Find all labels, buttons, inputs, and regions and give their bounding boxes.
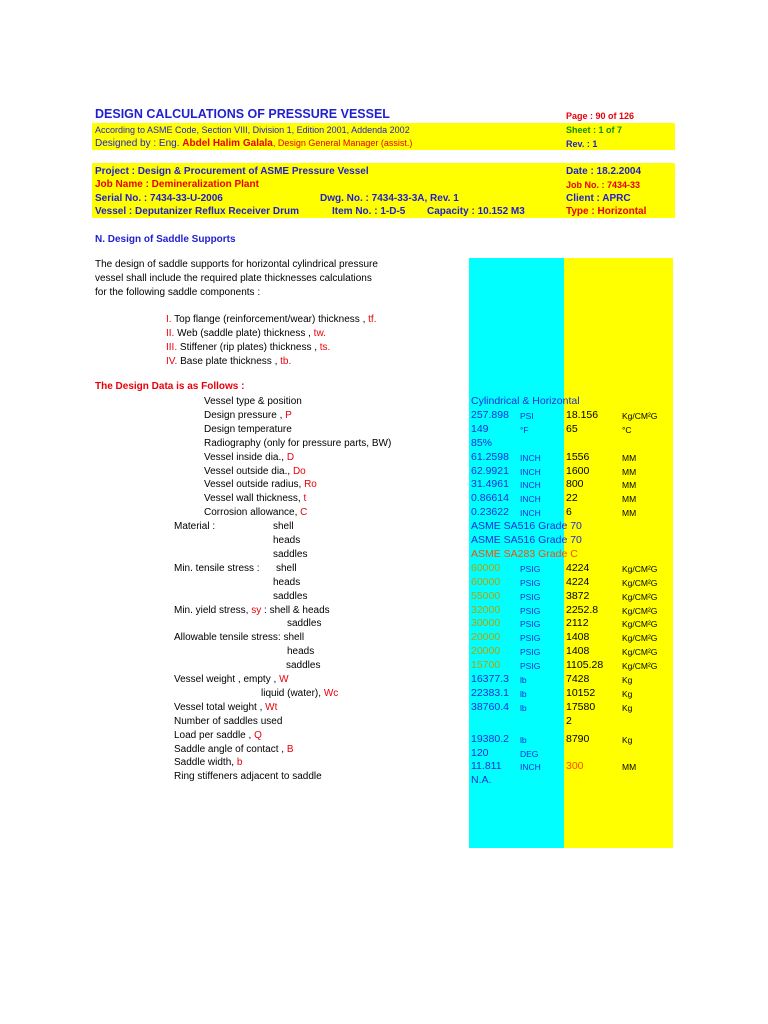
stress-part: : shell & heads <box>261 604 330 616</box>
imperial-unit: DEG <box>520 748 539 759</box>
metric-unit: Kg/CM²G <box>622 605 658 616</box>
imperial-value: 61.2598 <box>471 450 509 463</box>
component-number: I. <box>166 314 172 325</box>
metric-unit: Kg/CM²G <box>622 647 658 658</box>
data-row-label <box>204 478 317 491</box>
imperial-value: 15700 <box>471 659 501 672</box>
designer-role: , Design General Manager (assist.) <box>272 138 413 148</box>
metric-value: 10152 <box>566 686 596 699</box>
designer-name: Abdel Halim Galala <box>182 138 273 149</box>
project-date: Date : 18.2.2004 <box>566 166 642 177</box>
metric-unit: MM <box>622 466 637 477</box>
stress-part: saddles <box>273 590 308 602</box>
metric-unit: Kg <box>622 734 633 745</box>
component-symbol: tw. <box>313 328 326 339</box>
metric-value: 22 <box>566 492 578 505</box>
metric-value: 6 <box>566 506 572 519</box>
weight-symbol: Wt <box>265 701 278 713</box>
vessel-name: Vessel : Deputanizer Reflux Receiver Drum <box>95 206 299 217</box>
imperial-value: 20000 <box>471 645 501 658</box>
intro-line-3: for the following saddle components : <box>95 287 261 298</box>
imperial-unit: PSIG <box>520 591 541 602</box>
row-label-text: Corrosion allowance, <box>204 507 301 519</box>
imperial-unit: PSIG <box>520 605 541 616</box>
imperial-value: 11.811 <box>471 760 502 773</box>
stress-part: heads <box>273 576 301 588</box>
stress-part: saddles <box>286 660 321 672</box>
yield-symbol: sy <box>251 604 262 616</box>
metric-unit: Kg/CM²G <box>622 591 658 602</box>
stress-part: saddles <box>287 618 322 630</box>
row-label-text: Design pressure , <box>204 409 286 421</box>
metric-unit: MM <box>622 452 637 463</box>
weight-symbol: W <box>279 674 289 685</box>
material-spec: ASME SA516 Grade 70 <box>471 534 582 546</box>
imperial-value: 85% <box>471 436 493 449</box>
row-symbol: C <box>300 507 308 519</box>
data-row-label <box>204 409 292 422</box>
weight-label <box>174 715 282 728</box>
imperial-value: 257.898 <box>471 408 509 421</box>
row-symbol: D <box>286 451 295 463</box>
metric-unit: Kg <box>622 675 633 685</box>
metric-value: 8790 <box>566 732 590 745</box>
imperial-value: 0.23622 <box>471 506 509 519</box>
metric-unit: Kg/CM²G <box>622 410 658 421</box>
item-number: Item No. : 1-D-5 <box>332 206 406 217</box>
metric-unit: Kg/CM²G <box>622 619 658 630</box>
data-row-label <box>204 465 306 478</box>
client: Client : APRC <box>566 193 631 204</box>
imperial-value: 20000 <box>471 631 501 644</box>
imperial-value: 55000 <box>471 589 501 602</box>
row-label-text: Vessel outside radius, <box>204 479 305 491</box>
page-number: Page : 90 of 126 <box>566 111 635 121</box>
imperial-unit: PSIG <box>520 633 541 644</box>
weight-label-text: liquid (water), <box>261 687 324 699</box>
intro-line-2: vessel shall include the required plate thicknesses calculations <box>95 273 372 284</box>
material-spec: ASME SA283 Grade C <box>471 547 578 560</box>
imperial-unit: INCH <box>520 508 541 519</box>
weight-symbol: Q <box>254 729 262 741</box>
data-row-label <box>204 451 294 464</box>
component-number: II. <box>166 328 175 339</box>
metric-value: 1408 <box>566 631 590 644</box>
section-heading: N. Design of Saddle Supports <box>95 234 236 245</box>
material-part: shell <box>273 521 294 533</box>
weight-label <box>261 687 338 700</box>
metric-unit: Kg/CM²G <box>622 563 658 574</box>
metric-unit: MM <box>622 480 637 491</box>
metric-unit: Kg/CM²G <box>622 577 658 588</box>
metric-unit: MM <box>622 508 637 519</box>
component-item <box>166 327 326 340</box>
weight-label-text: Vessel total weight , <box>174 701 266 713</box>
component-item <box>166 355 291 368</box>
metric-value: 7428 <box>566 673 590 685</box>
imperial-unit: INCH <box>520 480 541 491</box>
component-text: Top flange (reinforcement/wear) thickness , <box>171 314 369 325</box>
component-text: Base plate thickness , <box>177 356 281 367</box>
data-row-label <box>204 423 292 436</box>
material-label: Material : <box>174 521 216 533</box>
imperial-value: 38760.4 <box>471 700 509 713</box>
weight-label <box>174 701 277 714</box>
weight-label-text: Ring stiffeners adjacent to saddle <box>174 771 322 783</box>
row-label-text: Vessel type & position <box>204 396 302 407</box>
metric-value: 18.156 <box>566 408 599 421</box>
data-row-label <box>204 395 302 408</box>
imperial-value: 19380.2 <box>471 732 509 745</box>
stress-label-text: Min. tensile stress : <box>174 562 260 574</box>
row-symbol: t <box>303 493 307 505</box>
weight-label <box>174 743 294 756</box>
material-part: heads <box>273 535 301 546</box>
data-row-label <box>204 506 307 519</box>
designed-by <box>95 137 412 150</box>
imperial-value: 31.4961 <box>471 478 509 491</box>
stress-part: heads <box>287 646 315 658</box>
metric-value: 4224 <box>566 575 590 588</box>
metric-value: 1600 <box>566 464 590 477</box>
row-label-text: Design temperature <box>204 423 292 435</box>
weight-label-text: Load per saddle , <box>174 729 255 741</box>
imperial-unit: PSIG <box>520 577 541 588</box>
intro-line-1: The design of saddle supports for horizontal cylindrical pressure <box>95 259 378 270</box>
weight-label-text: Vessel weight , empty , <box>174 674 280 685</box>
imperial-value: 32000 <box>471 603 501 616</box>
metric-value: 65 <box>566 422 578 435</box>
project-name: Project : Design & Procurement of ASME Pressure Vessel <box>95 166 369 177</box>
row-label-text: Vessel outside dia., <box>204 465 293 477</box>
imperial-value: 120 <box>471 746 489 759</box>
imperial-unit: INCH <box>520 762 541 773</box>
metric-unit: Kg/CM²G <box>622 633 658 644</box>
imperial-unit: lb <box>520 702 527 713</box>
weight-label <box>174 756 242 769</box>
imperial-value: 62.9921 <box>471 464 509 477</box>
weight-label <box>174 770 322 783</box>
material-spec: ASME SA516 Grade 70 <box>471 520 582 533</box>
metric-value: 1105.28 <box>566 659 604 672</box>
sheet-number: Sheet : 1 of 7 <box>566 125 623 135</box>
imperial-value: 30000 <box>471 617 501 630</box>
imperial-unit: lb <box>520 688 527 699</box>
stress-label-text: Allowable tensile stress: shell <box>174 632 305 644</box>
imperial-unit: PSIG <box>520 563 541 574</box>
metric-value: 1556 <box>566 450 590 463</box>
stress-label <box>174 562 260 575</box>
stress-label-text: Min. yield stress, <box>174 604 252 616</box>
weight-label <box>174 729 262 742</box>
imperial-value: 60000 <box>471 575 501 588</box>
weight-label <box>174 673 289 686</box>
code-reference: According to ASME Code, Section VIII, Division 1, Edition 2001, Addenda 2002 <box>95 125 410 135</box>
component-item <box>166 341 330 354</box>
metric-value: 17580 <box>566 700 596 713</box>
component-text: Stiffener (rip plates) thickness , <box>177 342 320 353</box>
stress-label <box>174 631 304 644</box>
weight-symbol: Wc <box>323 687 339 699</box>
row-symbol: P <box>285 409 292 421</box>
metric-value: 800 <box>566 478 584 491</box>
metric-value: 1408 <box>566 645 590 658</box>
metric-value: 2112 <box>566 617 589 630</box>
weight-label-text: Saddle angle of contact , <box>174 743 287 755</box>
data-row-label <box>204 492 306 505</box>
component-symbol: tf. <box>368 314 377 325</box>
job-number: Job No. : 7434-33 <box>566 180 641 190</box>
stress-label <box>174 604 330 617</box>
row-label-text: Radiography (only for pressure parts, BW) <box>204 437 392 449</box>
row-symbol: Do <box>292 465 306 477</box>
imperial-unit: INCH <box>520 494 541 505</box>
imperial-unit: lb <box>520 675 527 685</box>
row-label-text: Vessel inside dia., <box>204 451 287 463</box>
metric-unit: MM <box>622 494 637 505</box>
metric-value: 2252.8 <box>566 603 599 616</box>
metric-unit: °C <box>622 424 632 435</box>
component-symbol: ts. <box>319 342 331 353</box>
imperial-unit: PSIG <box>520 647 541 658</box>
weight-label-text: Number of saddles used <box>174 715 283 727</box>
imperial-value: Cylindrical & Horizontal <box>471 395 580 407</box>
imperial-value: 22383.1 <box>471 686 509 699</box>
metric-unit: Kg/CM²G <box>622 661 658 672</box>
metric-value: 3872 <box>566 589 590 602</box>
imperial-unit: °F <box>520 424 529 435</box>
component-item <box>166 313 376 326</box>
imperial-unit: PSIG <box>520 619 541 630</box>
metric-value: 300 <box>566 760 584 773</box>
component-number: III. <box>166 342 178 353</box>
weight-symbol: b <box>236 757 243 769</box>
imperial-unit: INCH <box>520 452 541 463</box>
row-label-text: Vessel wall thickness, <box>204 493 304 505</box>
revision: Rev. : 1 <box>566 139 598 149</box>
row-symbol: Ro <box>304 479 317 491</box>
drawing-number: Dwg. No. : 7434-33-3A, Rev. 1 <box>320 193 459 204</box>
data-row-label <box>204 437 391 450</box>
imperial-value: 149 <box>471 422 489 435</box>
imperial-unit: PSIG <box>520 661 541 672</box>
metric-value: 4224 <box>566 561 590 574</box>
job-name: Job Name : Demineralization Plant <box>95 179 259 190</box>
component-number: IV. <box>166 356 178 367</box>
weight-symbol: B <box>286 743 294 755</box>
imperial-unit: lb <box>520 734 527 745</box>
stress-part: shell <box>276 562 297 574</box>
designed-by-label: Designed by : Eng. <box>95 138 180 149</box>
material-part: saddles <box>273 548 308 560</box>
serial-number: Serial No. : 7434-33-U-2006 <box>95 193 223 204</box>
component-symbol: tb. <box>280 356 292 367</box>
capacity: Capacity : 10.152 M3 <box>427 206 525 217</box>
metric-value: 2 <box>566 714 572 727</box>
imperial-unit: PSI <box>520 410 534 421</box>
vessel-type: Type : Horizontal <box>566 206 647 217</box>
imperial-value: 16377.3 <box>471 673 509 685</box>
component-text: Web (saddle plate) thickness , <box>174 328 314 339</box>
imperial-value: 0.86614 <box>471 492 509 505</box>
metric-unit: Kg <box>622 688 633 699</box>
weight-label-text: Saddle width, <box>174 757 237 769</box>
metric-unit: MM <box>622 762 637 773</box>
metric-unit: Kg <box>622 702 633 713</box>
imperial-unit: INCH <box>520 466 541 477</box>
imperial-value: 60000 <box>471 561 501 574</box>
page-title: DESIGN CALCULATIONS OF PRESSURE VESSEL <box>95 107 390 121</box>
imperial-value: N.A. <box>471 774 492 787</box>
design-data-heading: The Design Data is as Follows : <box>95 381 245 392</box>
